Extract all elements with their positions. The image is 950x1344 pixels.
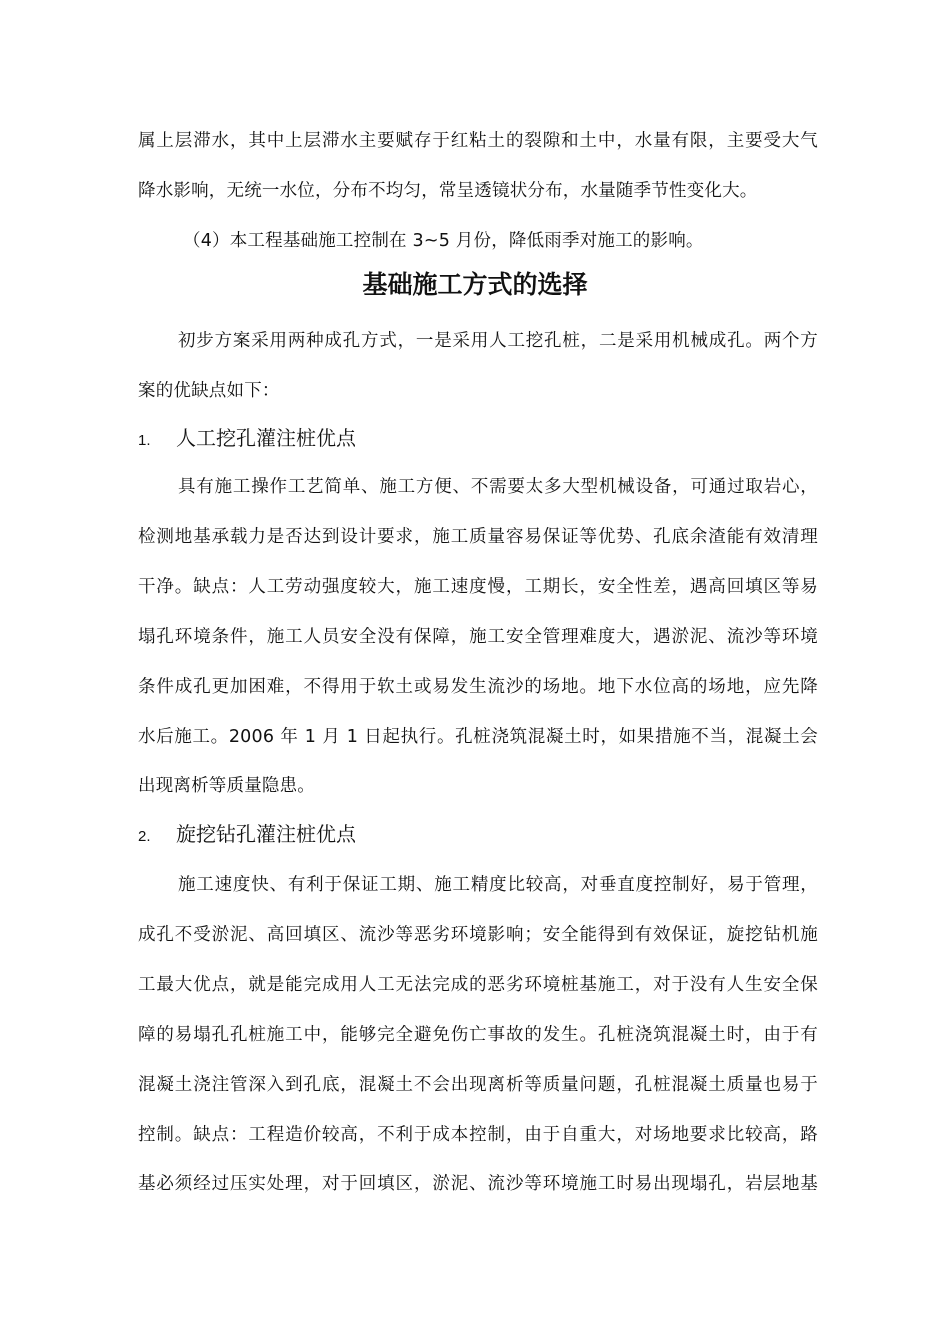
paragraph-line: 具有施工操作工艺简单、施工方便、不需要太多大型机械设备，可通过取岩心，: [178, 477, 818, 497]
list-item-4: （4）本工程基础施工控制在 3~5 月份，降低雨季对施工的影响。: [183, 231, 704, 251]
paragraph-line: 工最大优点，就是能完成用人工无法完成的恶劣环境桩基施工，对于没有人生安全保: [138, 975, 818, 995]
heading-number: 1.: [138, 432, 151, 449]
paragraph-line: 出现离析等质量隐患。: [138, 776, 315, 796]
section-heading-2: [138, 820, 356, 851]
paragraph-line: 障的易塌孔孔桩施工中，能够完全避免伤亡事故的发生。孔桩浇筑混凝土时，由于有: [138, 1025, 818, 1045]
paragraph-line: 混凝土浇注管深入到孔底，混凝土不会出现离析等质量问题，孔桩混凝土质量也易于: [138, 1075, 818, 1095]
paragraph-line: 检测地基承载力是否达到设计要求，施工质量容易保证等优势、孔底余渣能有效清理: [138, 527, 818, 547]
paragraph-line: 干净。缺点：人工劳动强度较大，施工速度慢，工期长，安全性差，遇高回填区等易: [138, 577, 818, 597]
paragraph-line: 属上层滞水，其中上层滞水主要赋存于红粘土的裂隙和土中，水量有限，主要受大气: [138, 131, 818, 151]
paragraph-line: 水后施工。2006 年 1 月 1 日起执行。孔桩浇筑混凝土时，如果措施不当，混凝土会: [138, 727, 818, 747]
heading-text: 旋挖钻孔灌注桩优点: [176, 822, 356, 846]
paragraph-line: 降水影响，无统一水位，分布不均匀，常呈透镜状分布，水量随季节性变化大。: [138, 181, 758, 201]
paragraph-line: 塌孔环境条件，施工人员安全没有保障，施工安全管理难度大，遇淤泥、流沙等环境: [138, 627, 818, 647]
paragraph-line: 条件成孔更加困难，不得用于软土或易发生流沙的场地。地下水位高的场地，应先降: [138, 677, 818, 697]
heading-number: 2.: [138, 828, 151, 845]
paragraph-line: 成孔不受淤泥、高回填区、流沙等恶劣环境影响；安全能得到有效保证，旋挖钻机施: [138, 925, 818, 945]
heading-text: 人工挖孔灌注桩优点: [176, 426, 356, 450]
paragraph-line: 施工速度快、有利于保证工期、施工精度比较高，对垂直度控制好，易于管理，: [178, 875, 818, 895]
section-heading-1: [138, 424, 356, 455]
paragraph-line: 基必须经过压实处理，对于回填区，淤泥、流沙等环境施工时易出现塌孔，岩层地基: [138, 1174, 818, 1194]
paragraph-line: 控制。缺点：工程造价较高，不利于成本控制，由于自重大，对场地要求比较高，路: [138, 1125, 818, 1145]
paragraph-line: 初步方案采用两种成孔方式，一是采用人工挖孔桩，二是采用机械成孔。两个方: [178, 331, 818, 351]
section-title: 基础施工方式的选择: [362, 270, 588, 299]
paragraph-line: 案的优缺点如下：: [138, 381, 280, 401]
